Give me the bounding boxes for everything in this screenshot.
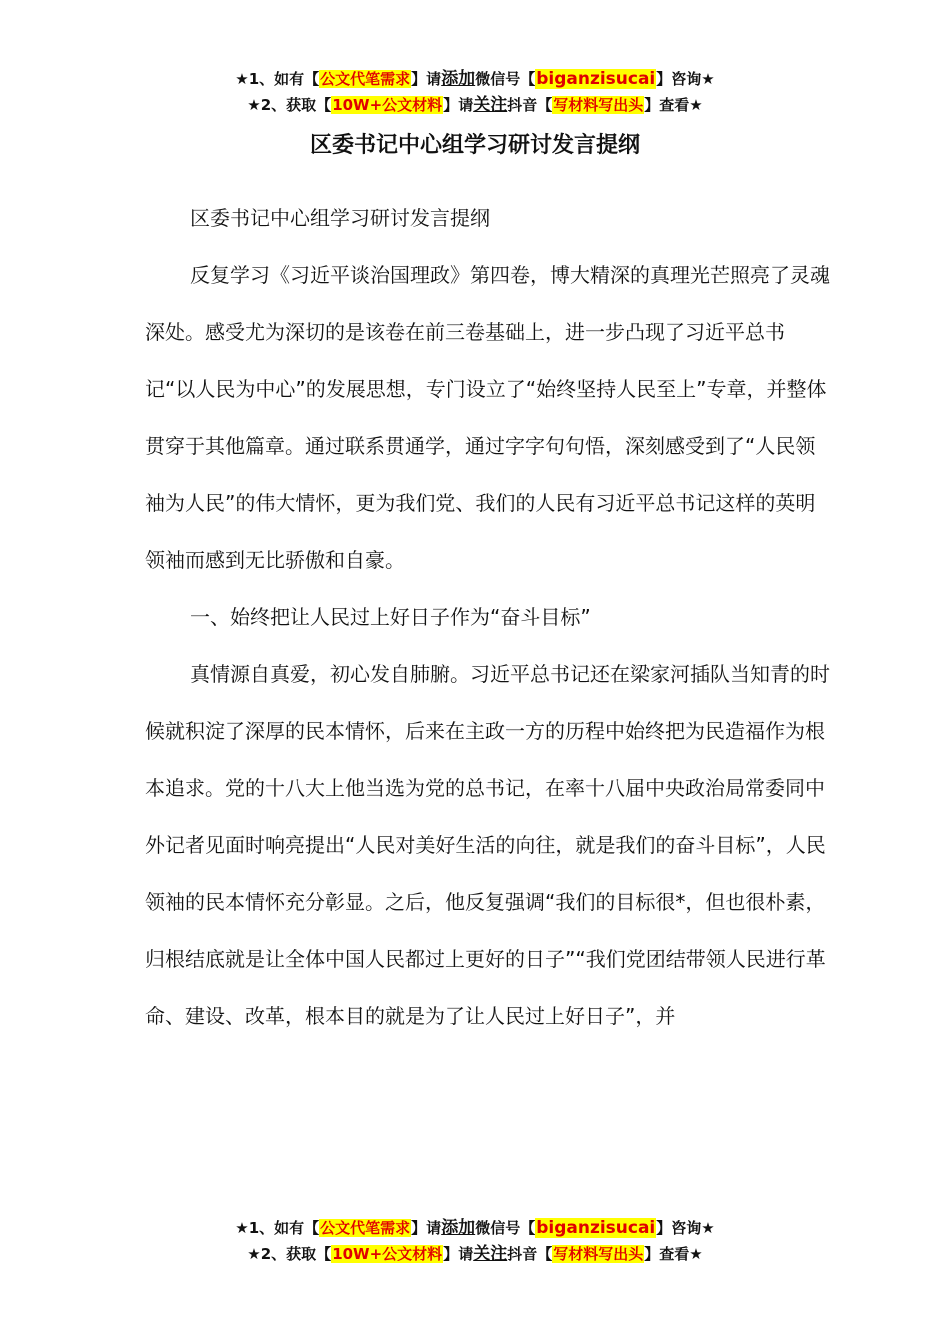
banner-highlight: 10W+公文材料 xyxy=(332,1245,443,1263)
banner-line-1 xyxy=(0,1215,950,1241)
banner-highlight: 10W+公文材料 xyxy=(332,96,443,114)
footer-banner xyxy=(0,1215,950,1267)
banner-text: ★2、获取【 xyxy=(247,96,332,114)
document-body xyxy=(145,190,835,1045)
paragraph: 区委书记中心组学习研讨发言提纲 xyxy=(190,206,490,230)
banner-text: 】请 xyxy=(411,70,442,88)
banner-highlight: 写材料写出头 xyxy=(553,96,644,114)
banner-line-2 xyxy=(0,1241,950,1267)
banner-text: 】请 xyxy=(443,1245,474,1263)
paragraph: 真情源自真爱，初心发自肺腑。习近平总书记还在梁家河插队当知青的时候就积淀了深厚的民本情怀，后来在主政一方的历程中始终把为民造福作为根本追求。党的十八大上他当选为党的总书记，在率十八届中央政治局常委同中外记者见面时响亮提出“人民对美好生活的向往，就是我们的奋斗目标”，人民领袖的民本情怀充分彰显。之后，他反复强调“我们的目标很*，但也很朴素，归根结底就是让全体中国人民都过上更好的日子”“我们党团结带领人民进行革命、建设、改革，根本目的就是为了让人民过上好日子”，并 xyxy=(145,662,830,1028)
banner-text: 】咨询★ xyxy=(656,1219,715,1237)
banner-text: ★2、获取【 xyxy=(247,1245,332,1263)
banner-text: ★1、如有【 xyxy=(235,1219,320,1237)
banner-text: 】查看★ xyxy=(644,1245,703,1263)
banner-highlight: 写材料写出头 xyxy=(553,1245,644,1263)
header-banner xyxy=(0,66,950,118)
banner-text: 抖音【 xyxy=(507,96,553,114)
banner-highlight: biganzisucai xyxy=(536,69,656,89)
banner-highlight: biganzisucai xyxy=(536,1218,656,1238)
banner-text: 抖音【 xyxy=(507,1245,553,1263)
banner-line-1 xyxy=(0,66,950,92)
section-heading: 一、始终把让人民过上好日子作为“奋斗目标” xyxy=(190,605,591,629)
banner-text: 微信号【 xyxy=(475,1219,536,1237)
banner-line-2 xyxy=(0,92,950,118)
banner-text: 】请 xyxy=(411,1219,442,1237)
banner-text: 微信号【 xyxy=(475,70,536,88)
paragraph: 反复学习《习近平谈治国理政》第四卷，博大精深的真理光芒照亮了灵魂深处。感受尤为深切的是该卷在前三卷基础上，进一步凸现了习近平总书记“以人民为中心”的发展思想，专门设立了“始终坚持人民至上”专章，并整体贯穿于其他篇章。通过联系贯通学，通过字字句句悟，深刻感受到了“人民领袖为人民”的伟大情怀，更为我们党、我们的人民有习近平总书记这样的英明领袖而感到无比骄傲和自豪。 xyxy=(145,263,830,572)
banner-underline: 添加 xyxy=(441,69,476,89)
document-title: 区委书记中心组学习研讨发言提纲 xyxy=(309,133,640,158)
banner-text: 】咨询★ xyxy=(656,70,715,88)
banner-text: ★1、如有【 xyxy=(235,70,320,88)
banner-highlight: 公文代笔需求 xyxy=(320,70,411,88)
banner-underline: 关注 xyxy=(473,95,508,115)
banner-highlight: 公文代笔需求 xyxy=(320,1219,411,1237)
banner-underline: 添加 xyxy=(441,1218,476,1238)
banner-text: 】请 xyxy=(443,96,474,114)
banner-underline: 关注 xyxy=(473,1244,508,1264)
banner-text: 】查看★ xyxy=(644,96,703,114)
